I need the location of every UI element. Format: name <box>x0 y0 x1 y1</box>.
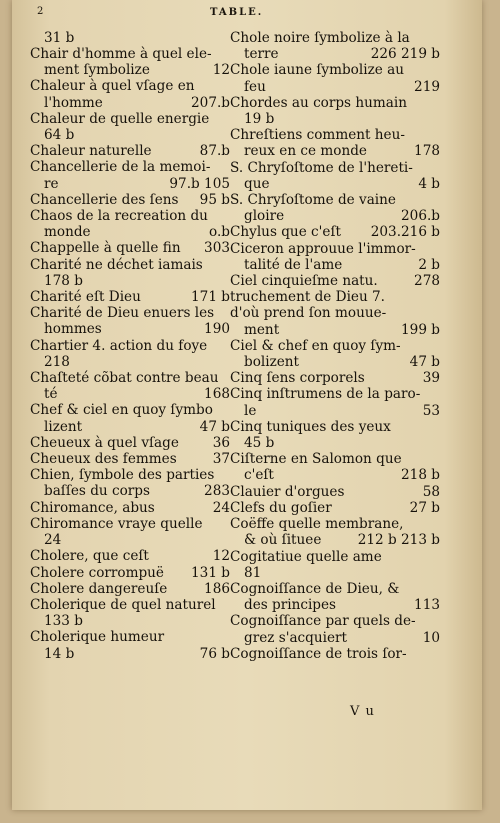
entry-continuation: 64 b <box>44 127 75 144</box>
entry-continuation: des principes <box>244 597 337 614</box>
page-reference: 76 b <box>199 645 230 662</box>
entry-text: Cognoiſſance de Dieu, & <box>230 580 400 597</box>
index-entry <box>230 500 440 516</box>
index-entry <box>30 208 230 240</box>
signature-mark: V u <box>350 704 375 719</box>
entry-text: Ciel & chef en quoy ſym- <box>230 337 401 354</box>
page-reference: 212 b 213 b <box>357 532 440 549</box>
page-reference: 226 219 b <box>370 46 440 63</box>
entry-text: Chordes au corps humain <box>230 94 407 111</box>
index-entry <box>30 289 230 305</box>
index-entry <box>230 549 440 581</box>
index-entry <box>30 192 230 208</box>
index-entry <box>230 484 440 500</box>
index-entry <box>30 581 230 597</box>
entry-continuation: 81 <box>244 564 262 581</box>
page-reference: 58 <box>422 483 440 500</box>
entry-text: Cinq ſens corporels <box>230 370 365 387</box>
index-entry <box>230 160 440 192</box>
entry-text: Chef & ciel en quoy ſymbo <box>30 402 213 419</box>
index-entry <box>30 338 230 370</box>
entry-continuation: que <box>244 175 270 192</box>
index-entry <box>230 613 440 645</box>
index-entry <box>230 338 440 370</box>
page-reference: 283 <box>204 483 230 500</box>
page-reference: 47 b <box>199 418 230 435</box>
entry-text: S. Chryſoſtome de l'hereti- <box>230 159 413 176</box>
entry-continuation: 45 b <box>244 435 275 452</box>
page-reference: 36 <box>212 434 230 451</box>
entry-continuation: té <box>44 386 58 403</box>
page-reference: 97.b 105 <box>169 175 230 192</box>
page-reference: 203.216 b <box>370 224 440 241</box>
entry-continuation: ment ſymbolize <box>44 62 150 79</box>
page-reference: 206.b <box>401 208 440 225</box>
entry-continuation: & où ſituee <box>244 532 322 549</box>
carryover-reference: 31 b <box>44 30 75 46</box>
entry-text: Chole noire ſymbolize à la <box>230 30 410 46</box>
page-reference: 10 <box>422 629 440 646</box>
entry-continuation: grez s'acquiert <box>244 629 347 646</box>
entry-text: Chartier 4. action du foye <box>30 337 208 354</box>
index-entry <box>230 451 440 483</box>
entry-continuation: ment <box>244 321 280 338</box>
entry-text: Cinq inſtrumens de la paro- <box>230 386 421 403</box>
index-entry <box>30 467 230 499</box>
index-entry <box>30 548 230 564</box>
index-entry <box>30 451 230 467</box>
entry-text: Cinq tuniques des yeux <box>230 418 391 435</box>
entry-text: Chaleur de quelle energie <box>30 110 210 127</box>
index-entry <box>30 257 230 289</box>
entry-continuation: 14 b <box>44 645 75 662</box>
entry-continuation: talité de l'ame <box>244 256 343 273</box>
entry-continuation: 133 b <box>44 613 83 630</box>
entry-text: truchement de Dieu 7. <box>230 289 386 306</box>
entry-text: Charité de Dieu enuers les <box>30 305 215 322</box>
entry-continuation: feu <box>244 78 266 95</box>
index-entry <box>30 159 230 191</box>
entry-text: Chaleur à quel vſage en <box>30 78 195 95</box>
entry-text: S. Chryſoſtome de vaine <box>230 192 396 209</box>
index-entry <box>30 78 230 110</box>
index-entry <box>30 370 230 402</box>
entry-text: Chaleur naturelle <box>30 143 152 160</box>
entry-text: Chair d'homme à quel ele- <box>30 46 212 62</box>
index-entry <box>30 516 230 548</box>
page-reference: 87.b <box>199 143 230 160</box>
index-entry <box>30 240 230 256</box>
index-entry <box>30 46 230 78</box>
entry-continuation: lizent <box>44 418 83 435</box>
entry-text: Chole iaune ſymbolize au <box>230 62 404 79</box>
index-entry <box>230 241 440 273</box>
running-title: TABLE. <box>210 7 264 18</box>
entry-continuation: 218 <box>44 353 70 370</box>
page-reference: 303 <box>204 240 230 257</box>
page-reference: 186 <box>204 580 230 597</box>
index-entry <box>230 224 440 240</box>
index-entry <box>230 370 440 386</box>
index-entry <box>30 565 230 581</box>
page-reference: 95 b <box>199 191 230 208</box>
index-entry <box>30 143 230 159</box>
page-reference: 12 <box>212 548 230 565</box>
page-reference: 171 b <box>191 289 230 306</box>
page-reference: 37 <box>212 451 230 468</box>
entry-continuation: gloire <box>244 208 285 225</box>
entry-continuation: 178 b <box>44 272 83 289</box>
entry-text: Cognoiſſance de trois ſor- <box>230 645 407 662</box>
entry-text: Ciceron approuue l'immor- <box>230 240 416 257</box>
index-entry <box>230 581 440 613</box>
entry-continuation: baſſes du corps <box>44 483 150 500</box>
entry-text: Chiromance, abus <box>30 499 155 516</box>
entry-text: Cholere dangereuſe <box>30 580 168 597</box>
index-entry <box>230 419 440 451</box>
entry-text: Ciel cinquieſme natu. <box>230 273 378 290</box>
entry-text: Cholerique humeur <box>30 629 165 646</box>
index-entry <box>30 597 230 629</box>
page-reference: 39 <box>422 370 440 387</box>
page-reference: 24 <box>212 499 230 516</box>
index-entry <box>230 305 440 337</box>
page-reference: 27 b <box>409 499 440 516</box>
entry-text: Chaſteté cõbat contre beau <box>30 370 219 387</box>
page-reference: 12 <box>212 62 230 79</box>
entry-continuation: re <box>44 175 59 192</box>
entry-text: Chaos de la recreation du <box>30 208 208 225</box>
page-reference: 190 <box>204 321 230 338</box>
entry-text: Chien, ſymbole des parties <box>30 467 215 484</box>
entry-text: Cholere, que ceſt <box>30 548 149 565</box>
entry-text: Cholere corrompuë <box>30 564 164 581</box>
entry-continuation: c'eſt <box>244 467 274 484</box>
entry-text: Cheueux à quel vſage <box>30 434 179 451</box>
page-reference: 207.b <box>191 94 230 111</box>
page-reference: 278 <box>414 273 440 290</box>
index-entry <box>230 95 440 127</box>
page-reference: o.b <box>209 224 230 241</box>
entry-continuation: bolizent <box>244 354 300 371</box>
page-reference: 178 <box>414 143 440 160</box>
book-page <box>12 0 482 810</box>
entry-continuation: monde <box>44 224 91 241</box>
page-reference: 219 <box>414 78 440 95</box>
index-entry <box>230 646 440 662</box>
index-entry <box>30 629 230 661</box>
entry-continuation: hommes <box>44 321 102 338</box>
page-reference: 218 b <box>401 467 440 484</box>
page-reference: 199 b <box>401 321 440 338</box>
entry-continuation: reux en ce monde <box>244 143 367 160</box>
entry-continuation: 24 <box>44 532 62 549</box>
page-reference: 53 <box>422 402 440 419</box>
index-entry <box>230 192 440 224</box>
index-entry <box>30 500 230 516</box>
index-entry <box>230 273 440 289</box>
index-entry <box>30 435 230 451</box>
entry-continuation: terre <box>244 46 279 63</box>
index-entry <box>230 386 440 418</box>
entry-text: Chancellerie des ſens <box>30 191 179 208</box>
index-entry <box>230 62 440 94</box>
index-entry <box>230 289 440 305</box>
index-entry <box>230 516 440 548</box>
entry-text: Coëffe quelle membrane, <box>230 516 404 533</box>
page-reference: 2 b <box>418 256 440 273</box>
index-column-left <box>30 30 230 662</box>
entry-text: Cogitatiue quelle ame <box>230 548 382 565</box>
index-entry <box>30 305 230 337</box>
entry-text: d'où prend ſon mouue- <box>230 305 387 322</box>
entry-text: Cognoiſſance par quels de- <box>230 613 416 630</box>
entry-continuation: 19 b <box>244 111 275 128</box>
entry-text: Chappelle à quelle fin <box>30 240 181 257</box>
entry-text: Charité eſt Dieu <box>30 289 141 306</box>
index-entry <box>30 111 230 143</box>
entry-text: Chylus que c'eſt <box>230 224 341 241</box>
entry-continuation: l'homme <box>44 94 103 111</box>
entry-text: Cholerique de quel naturel <box>30 596 216 613</box>
entry-text: Chancellerie de la memoi- <box>30 159 211 176</box>
entry-text: Chiromance vraye quelle <box>30 515 203 532</box>
page-reference: 131 b <box>191 564 230 581</box>
index-entry <box>30 402 230 434</box>
page-reference: 168 <box>204 386 230 403</box>
page-header <box>12 6 482 20</box>
entry-text: Chreſtiens comment heu- <box>230 127 405 144</box>
entry-continuation: le <box>244 402 257 419</box>
entry-text: Clauier d'orgues <box>230 483 345 500</box>
page-reference: 47 b <box>409 354 440 371</box>
page-reference: 113 <box>414 597 440 614</box>
entry-text: Cheueux des femmes <box>30 451 177 468</box>
entry-text: Ciſterne en Salomon que <box>230 451 402 468</box>
page-mark: 2 <box>37 6 46 17</box>
index-column-right <box>230 30 440 662</box>
index-entry <box>230 127 440 159</box>
page-reference: 4 b <box>418 175 440 192</box>
index-entry <box>230 30 440 62</box>
entry-text: Charité ne déchet iamais <box>30 256 203 273</box>
entry-text: Clefs du goſier <box>230 499 332 516</box>
